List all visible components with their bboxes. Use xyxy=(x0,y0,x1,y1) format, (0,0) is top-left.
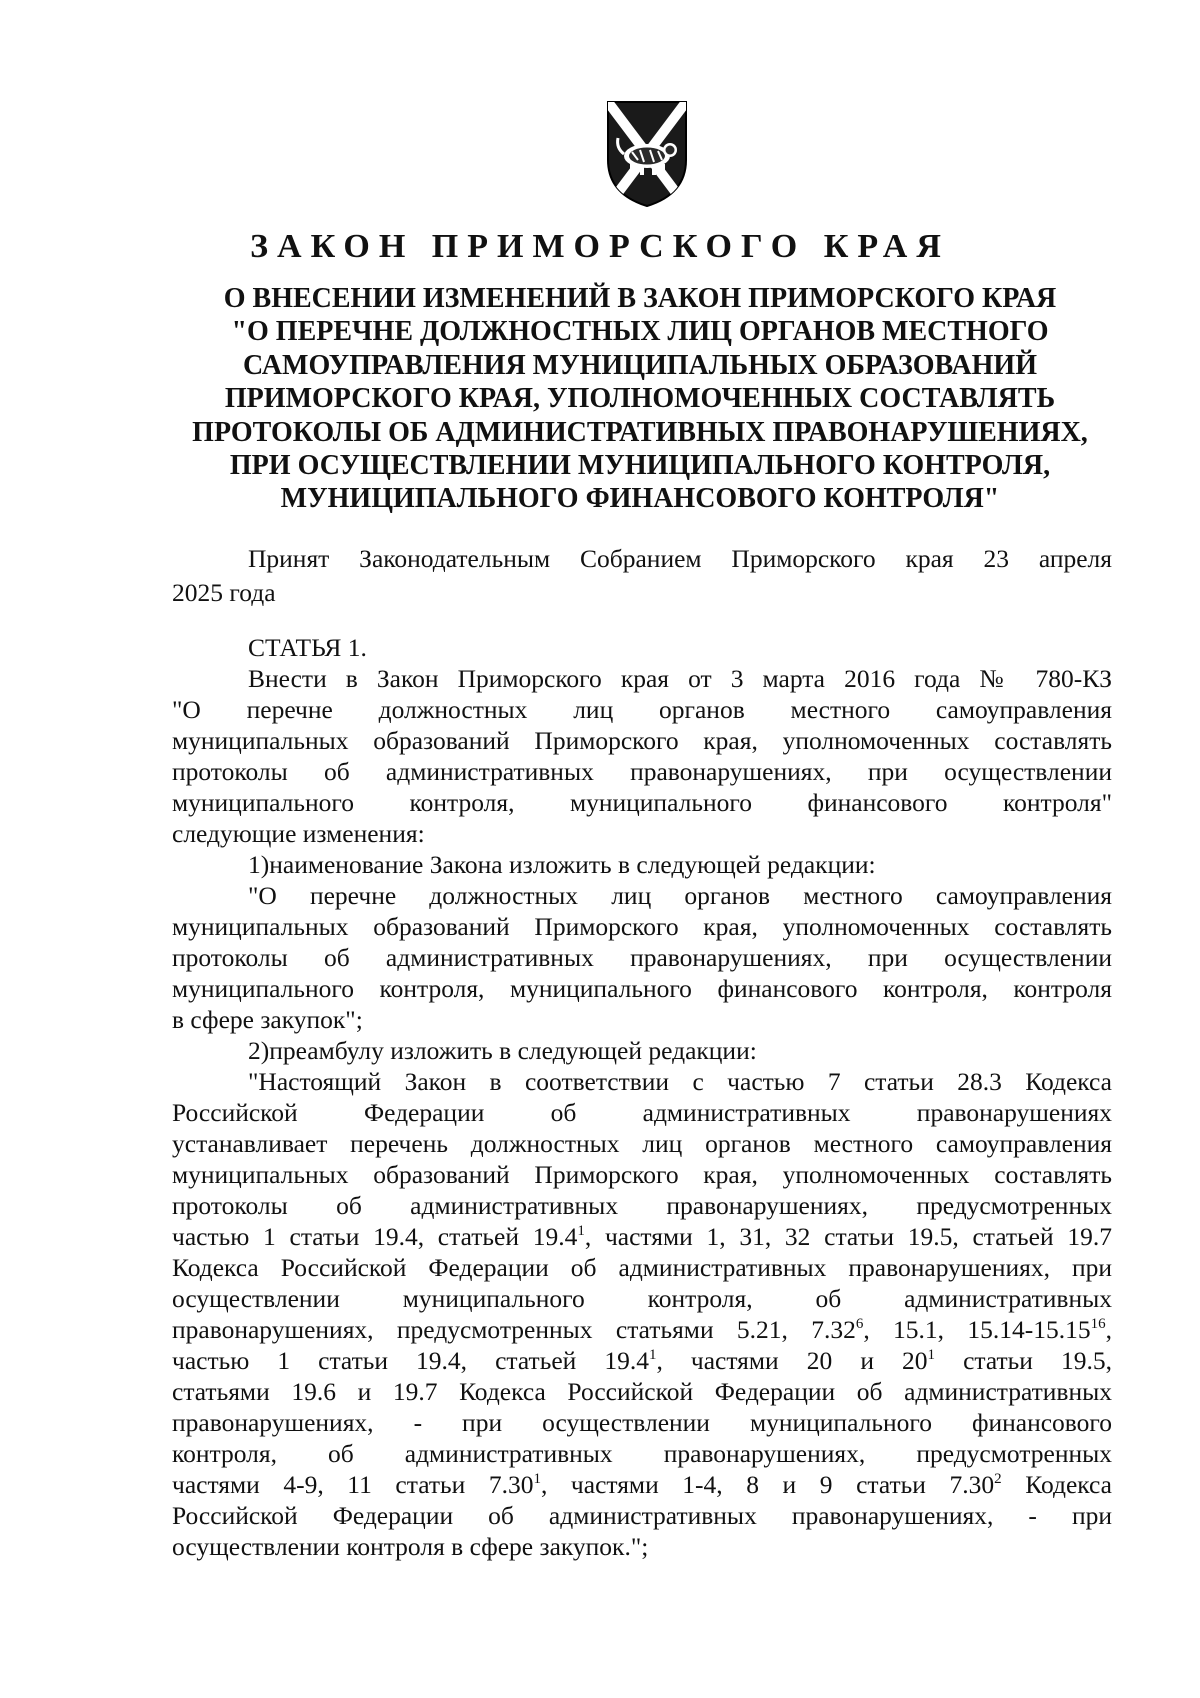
superscript: 1 xyxy=(577,1223,585,1239)
line-text: частью 1 статьи 19.4, статьей 19.4 xyxy=(172,1346,649,1375)
superscript: 1 xyxy=(533,1471,541,1487)
subtitle-line: ПРИ ОСУЩЕСТВЛЕНИИ МУНИЦИПАЛЬНОГО КОНТРОЛЯ, xyxy=(229,450,1051,482)
superscript: 1 xyxy=(648,1347,657,1363)
article-text-line: Внести в Закон Приморского края от 3 марта 2016 года № 780-КЗ xyxy=(248,664,1112,693)
superscript: 1 xyxy=(927,1347,936,1363)
item-2-line: осуществлении муниципального контроля, об административных xyxy=(172,1284,1112,1313)
article-text-line: муниципальных образований Приморского края, уполномоченных составлять xyxy=(172,726,1112,755)
adoption-line: 2025 года xyxy=(172,578,276,607)
coat-of-arms-emblem xyxy=(604,98,690,210)
subtitle-line: ПРОТОКОЛЫ ОБ АДМИНИСТРАТИВНЫХ ПРАВОНАРУШЕНИЯХ, xyxy=(192,416,1088,448)
item-2-line: контроля, об административных правонарушениях, предусмотренных xyxy=(172,1439,1112,1468)
item-1-line: "О перечне должностных лиц органов местного самоуправления xyxy=(248,881,1112,910)
item-2-line: правонарушениях, - при осуществлении муниципального финансового xyxy=(172,1408,1112,1437)
item-2-line: "Настоящий Закон в соответствии с частью 7 статьи 28.3 Кодекса xyxy=(248,1067,1112,1096)
article-text-line: муниципального контроля, муниципального финансового контроля" xyxy=(172,788,1112,817)
item-2-heading: 2)преамбулу изложить в следующей редакции: xyxy=(248,1036,757,1065)
superscript: 16 xyxy=(1090,1316,1106,1332)
item-2-line: статьями 19.6 и 19.7 Кодекса Российской Федерации об административных xyxy=(172,1377,1112,1406)
subtitle-line: САМОУПРАВЛЕНИЯ МУНИЦИПАЛЬНЫХ ОБРАЗОВАНИЙ xyxy=(242,349,1037,381)
item-2-line: Российской Федерации об административных правонарушениях xyxy=(172,1098,1112,1127)
line-text: статьи 19.5, xyxy=(935,1346,1112,1375)
item-2-line: устанавливает перечень должностных лиц органов местного самоуправления xyxy=(172,1129,1112,1158)
law-title: ЗАКОН ПРИМОРСКОГО КРАЯ xyxy=(250,228,950,265)
subtitle-line: "О ПЕРЕЧНЕ ДОЛЖНОСТНЫХ ЛИЦ ОРГАНОВ МЕСТНОГО xyxy=(231,316,1049,348)
subtitle-line: О ВНЕСЕНИИ ИЗМЕНЕНИЙ В ЗАКОН ПРИМОРСКОГО КРАЯ xyxy=(223,283,1057,314)
item-1-heading: 1)наименование Закона изложить в следующей редакции: xyxy=(248,850,876,879)
line-text: Кодекса xyxy=(1001,1470,1112,1499)
item-2-line: Кодекса Российской Федерации об административных правонарушениях, при xyxy=(172,1253,1112,1282)
article-text-line: протоколы об административных правонарушениях, при осуществлении xyxy=(172,757,1112,786)
line-text: частью 1 статьи 19.4, статьей 19.4 xyxy=(172,1222,578,1251)
line-text: , xyxy=(1105,1315,1112,1344)
item-2-line xyxy=(172,1345,1112,1376)
line-text: , 15.1, 15.14-15.15 xyxy=(863,1315,1091,1344)
item-2-line: осуществлении контроля в сфере закупок."; xyxy=(172,1532,649,1561)
superscript: 6 xyxy=(855,1316,864,1332)
adoption-line: Принят Законодательным Собранием Приморского края 23 апреля xyxy=(248,544,1112,573)
subtitle-line: МУНИЦИПАЛЬНОГО ФИНАНСОВОГО КОНТРОЛЯ" xyxy=(280,483,1000,515)
item-1-line: муниципальных образований Приморского края, уполномоченных составлять xyxy=(172,912,1112,941)
adoption-note xyxy=(172,542,1112,610)
item-1-line: муниципального контроля, муниципального финансового контроля, контроля xyxy=(172,974,1112,1003)
line-text: правонарушениях, предусмотренных статьями 5.21, 7.32 xyxy=(172,1315,856,1344)
subtitle-line: ПРИМОРСКОГО КРАЯ, УПОЛНОМОЧЕННЫХ СОСТАВЛЯТЬ xyxy=(224,383,1056,415)
article-heading: СТАТЬЯ 1. xyxy=(248,633,367,662)
article-1 xyxy=(172,632,1112,1562)
law-subtitle xyxy=(160,282,1120,516)
item-2-line xyxy=(172,1469,1112,1500)
line-text: , частями 1, 31, 32 статьи 19.5, статьей 19.7 xyxy=(584,1222,1112,1251)
item-2-line: протоколы об административных правонарушениях, предусмотренных xyxy=(172,1191,1112,1220)
item-1-line: протоколы об административных правонарушениях, при осуществлении xyxy=(172,943,1112,972)
line-text: , частями 20 и 20 xyxy=(656,1346,928,1375)
item-2-line: муниципальных образований Приморского края, уполномоченных составлять xyxy=(172,1160,1112,1189)
line-text: частями 4-9, 11 статьи 7.30 xyxy=(172,1470,534,1499)
superscript: 2 xyxy=(994,1471,1002,1487)
item-1-line: в сфере закупок"; xyxy=(172,1005,363,1034)
line-text: , частями 1-4, 8 и 9 статьи 7.30 xyxy=(540,1470,995,1499)
item-2-line xyxy=(172,1314,1112,1345)
item-2-line: Российской Федерации об административных правонарушениях, - при xyxy=(172,1501,1112,1530)
item-2-line xyxy=(172,1221,1112,1252)
article-text-line: следующие изменения: xyxy=(172,819,425,848)
article-text-line: "О перечне должностных лиц органов местного самоуправления xyxy=(172,695,1112,724)
